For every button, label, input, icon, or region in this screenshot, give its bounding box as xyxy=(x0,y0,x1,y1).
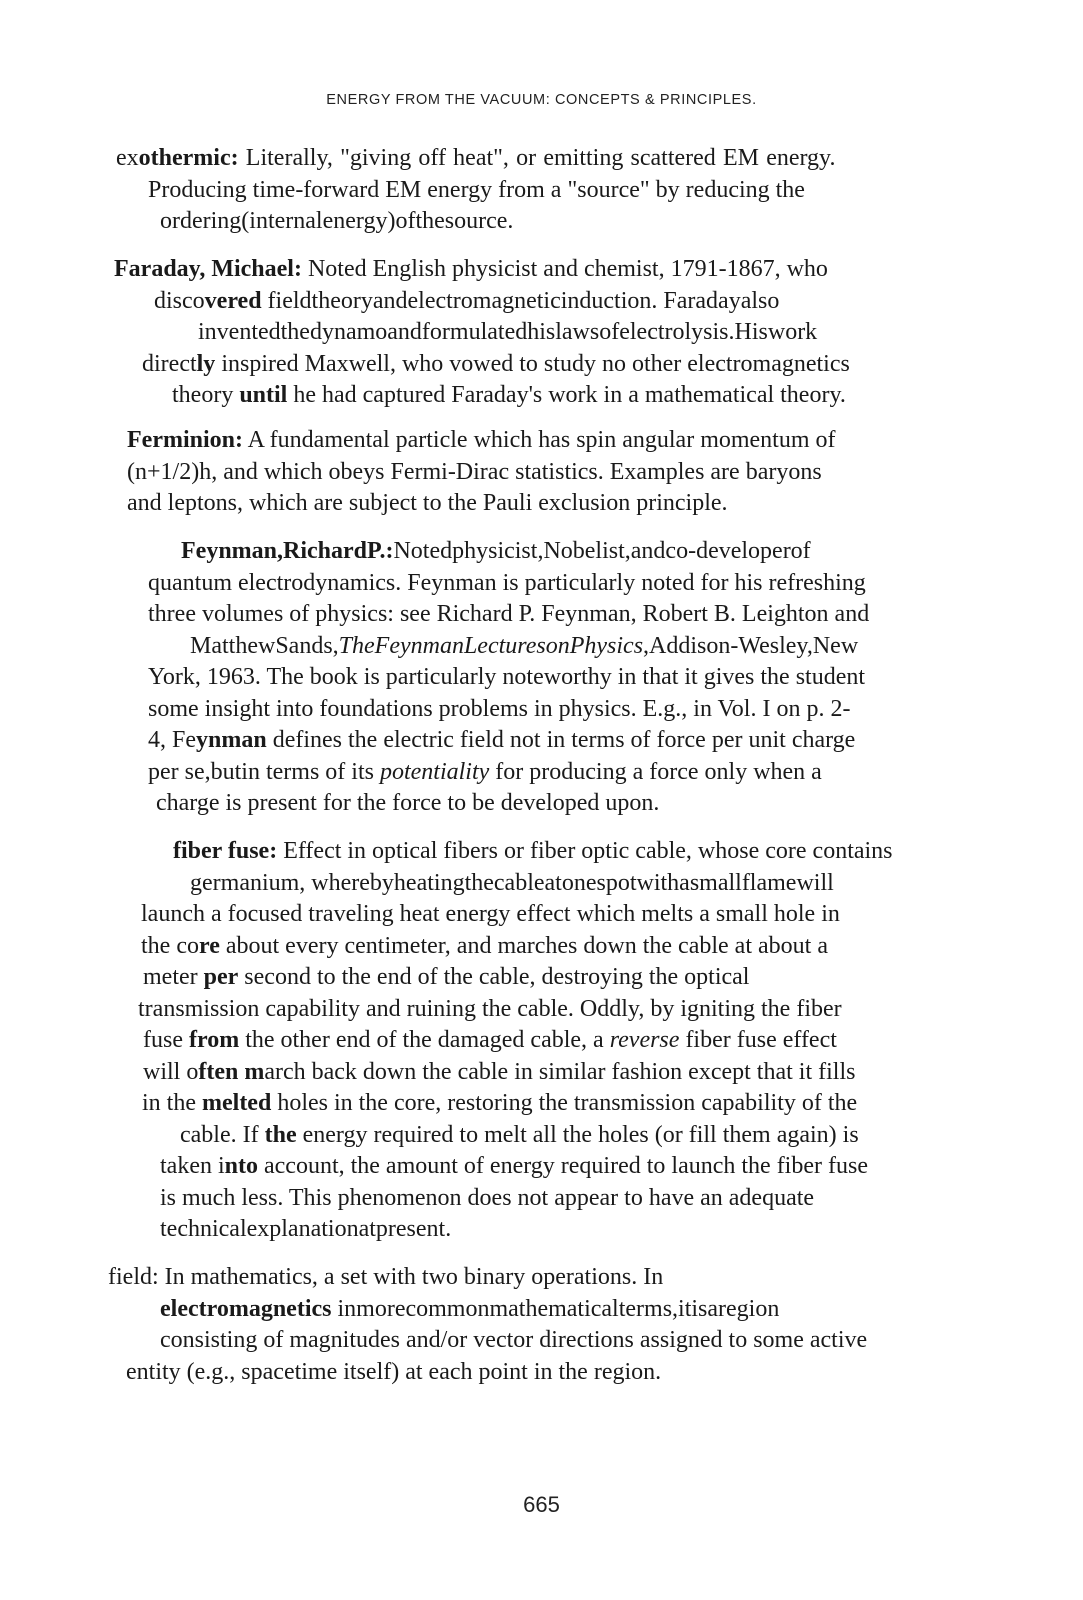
entry-text: charge is present for the force to be developed upon. xyxy=(156,790,660,816)
entry-bold: vered xyxy=(204,287,262,314)
entry-text: consisting of magnitudes and/or vector directions assigned to some active xyxy=(160,1327,868,1353)
entry-text: inspired Maxwell, who vowed to study no other electromagnetics xyxy=(215,350,850,377)
glossary-entry-field xyxy=(0,1262,867,1388)
entry-text: inmorecommonmathematicalterms,itisaregion xyxy=(331,1295,780,1322)
entry-text: entity (e.g., spacetime itself) at each point in the region. xyxy=(126,1358,662,1385)
glossary-entry-faraday xyxy=(0,254,850,412)
entry-text: holes in the core, restoring the transmission capability of the xyxy=(271,1090,858,1116)
entry-text: Effect in optical fibers or fiber optic cable, whose core contains xyxy=(277,838,893,864)
entry-text: A fundamental particle which has spin angular momentum of xyxy=(242,427,836,453)
entry-term: fiber fuse: xyxy=(173,838,278,864)
entry-text: Literally, "giving off heat", or emitting scattered EM energy. xyxy=(238,145,836,171)
entry-term: Ferminion: xyxy=(127,427,243,453)
entry-bold: melted xyxy=(202,1090,272,1116)
glossary-entry-feynman xyxy=(0,536,869,820)
entry-bold: from xyxy=(188,1027,240,1053)
glossary-entry-fermion xyxy=(0,425,836,520)
book-title: TheFeynmanLecturesonPhysics xyxy=(338,632,644,659)
entry-text: energy required to melt all the holes (or fill them again) is xyxy=(296,1121,859,1148)
entry-text: arch back down the cable in similar fashion except that it fills xyxy=(264,1058,856,1085)
entry-text: transmission capability and ruining the cable. Oddly, by igniting the fiber xyxy=(138,995,842,1022)
entry-text: the other end of the damaged cable, a xyxy=(239,1027,610,1053)
entry-text: (n+1/2)h, and which obeys Fermi-Dirac statistics. Examples are baryons xyxy=(127,458,822,485)
entry-bold: electromagnetics xyxy=(160,1295,332,1322)
entry-term: Faraday, Michael: xyxy=(114,256,302,282)
entry-bold: re xyxy=(198,932,220,959)
glossary-entry-fiber-fuse xyxy=(0,836,893,1246)
entry-text: some insight into foundations problems in physics. E.g., in Vol. I on p. 2- xyxy=(148,695,851,722)
entry-text: germanium, wherebyheatingthecableatonespotwithasmallflamewill xyxy=(190,869,834,896)
entry-text: about every centimeter, and marches down the cable at about a xyxy=(219,932,828,959)
entry-text: account, the amount of energy required to launch the fiber fuse xyxy=(257,1153,868,1179)
entry-text: technicalexplanationatpresent. xyxy=(160,1216,452,1242)
entry-term: othermic: xyxy=(138,145,239,171)
entry-text: ex xyxy=(116,145,139,171)
entry-text: three volumes of physics: see Richard P. Feynman, Robert B. Leighton and xyxy=(148,601,870,627)
entry-text: fiber fuse effect xyxy=(679,1027,837,1053)
entry-text: will o xyxy=(143,1058,199,1085)
entry-text: inventedthedynamoandformulatedhislawsofelectrolysis.Hiswork xyxy=(198,319,818,345)
entry-text: ,Addison-Wesley,New xyxy=(643,632,859,659)
entry-text: Noted English physicist and chemist, 1791-1867, who xyxy=(301,256,828,282)
entry-bold: ly xyxy=(196,350,216,377)
entry-text: York, 1963. The book is particularly noteworthy in that it gives the student xyxy=(148,664,866,690)
entry-text: defines the electric field not in terms of force per unit charge xyxy=(266,727,856,753)
entry-term: Feynman,RichardP.: xyxy=(181,538,394,564)
entry-text: ordering(internalenergy)ofthesource. xyxy=(160,208,514,234)
running-header: ENERGY FROM THE VACUUM: CONCEPTS & PRINCIPLES. xyxy=(326,92,757,108)
entry-text: meter xyxy=(143,964,204,990)
entry-text: 4, Fe xyxy=(148,727,196,753)
entry-text: disco xyxy=(154,287,205,314)
entry-bold: until xyxy=(239,382,288,408)
entry-text: Producing time-forward EM energy from a "source" by reducing the xyxy=(148,176,805,203)
entry-text: fuse xyxy=(143,1027,189,1053)
entry-text: fieldtheoryandelectromagneticinduction. Faradayalso xyxy=(261,287,780,314)
entry-bold: ften m xyxy=(198,1058,265,1085)
page-number: 665 xyxy=(523,1492,560,1517)
entry-text: in the xyxy=(142,1090,202,1116)
entry-text: direct xyxy=(142,350,197,377)
entry-text: MatthewSands, xyxy=(190,632,339,659)
entry-text: quantum electrodynamics. Feynman is particularly noted for his refreshing xyxy=(148,569,866,596)
entry-text: and leptons, which are subject to the Pauli exclusion principle. xyxy=(127,490,728,516)
entry-text: field: In mathematics, a set with two binary operations. In xyxy=(108,1264,664,1290)
entry-text: cable. If xyxy=(180,1121,265,1148)
entry-text: theory xyxy=(172,382,240,408)
entry-text: per se,butin terms of its xyxy=(148,758,380,785)
entry-text: taken i xyxy=(160,1153,225,1179)
entry-text: for producing a force only when a xyxy=(489,758,822,785)
entry-text: Notedphysicist,Nobelist,andco-developerof xyxy=(393,538,811,564)
entry-bold: ynman xyxy=(196,727,267,753)
entry-text: second to the end of the cable, destroying the optical xyxy=(238,964,750,990)
entry-italic: reverse xyxy=(609,1027,680,1053)
entry-text: he had captured Faraday's work in a mathematical theory. xyxy=(287,382,846,408)
entry-text: the co xyxy=(141,932,199,959)
entry-text: launch a focused traveling heat energy effect which melts a small hole in xyxy=(141,901,840,927)
entry-bold: nto xyxy=(224,1153,258,1179)
glossary-entry-exothermic xyxy=(0,143,836,238)
entry-text: is much less. This phenomenon does not appear to have an adequate xyxy=(160,1184,815,1211)
entry-italic: potentiality xyxy=(379,758,490,785)
entry-bold: per xyxy=(203,964,239,990)
entry-bold: the xyxy=(264,1121,297,1148)
